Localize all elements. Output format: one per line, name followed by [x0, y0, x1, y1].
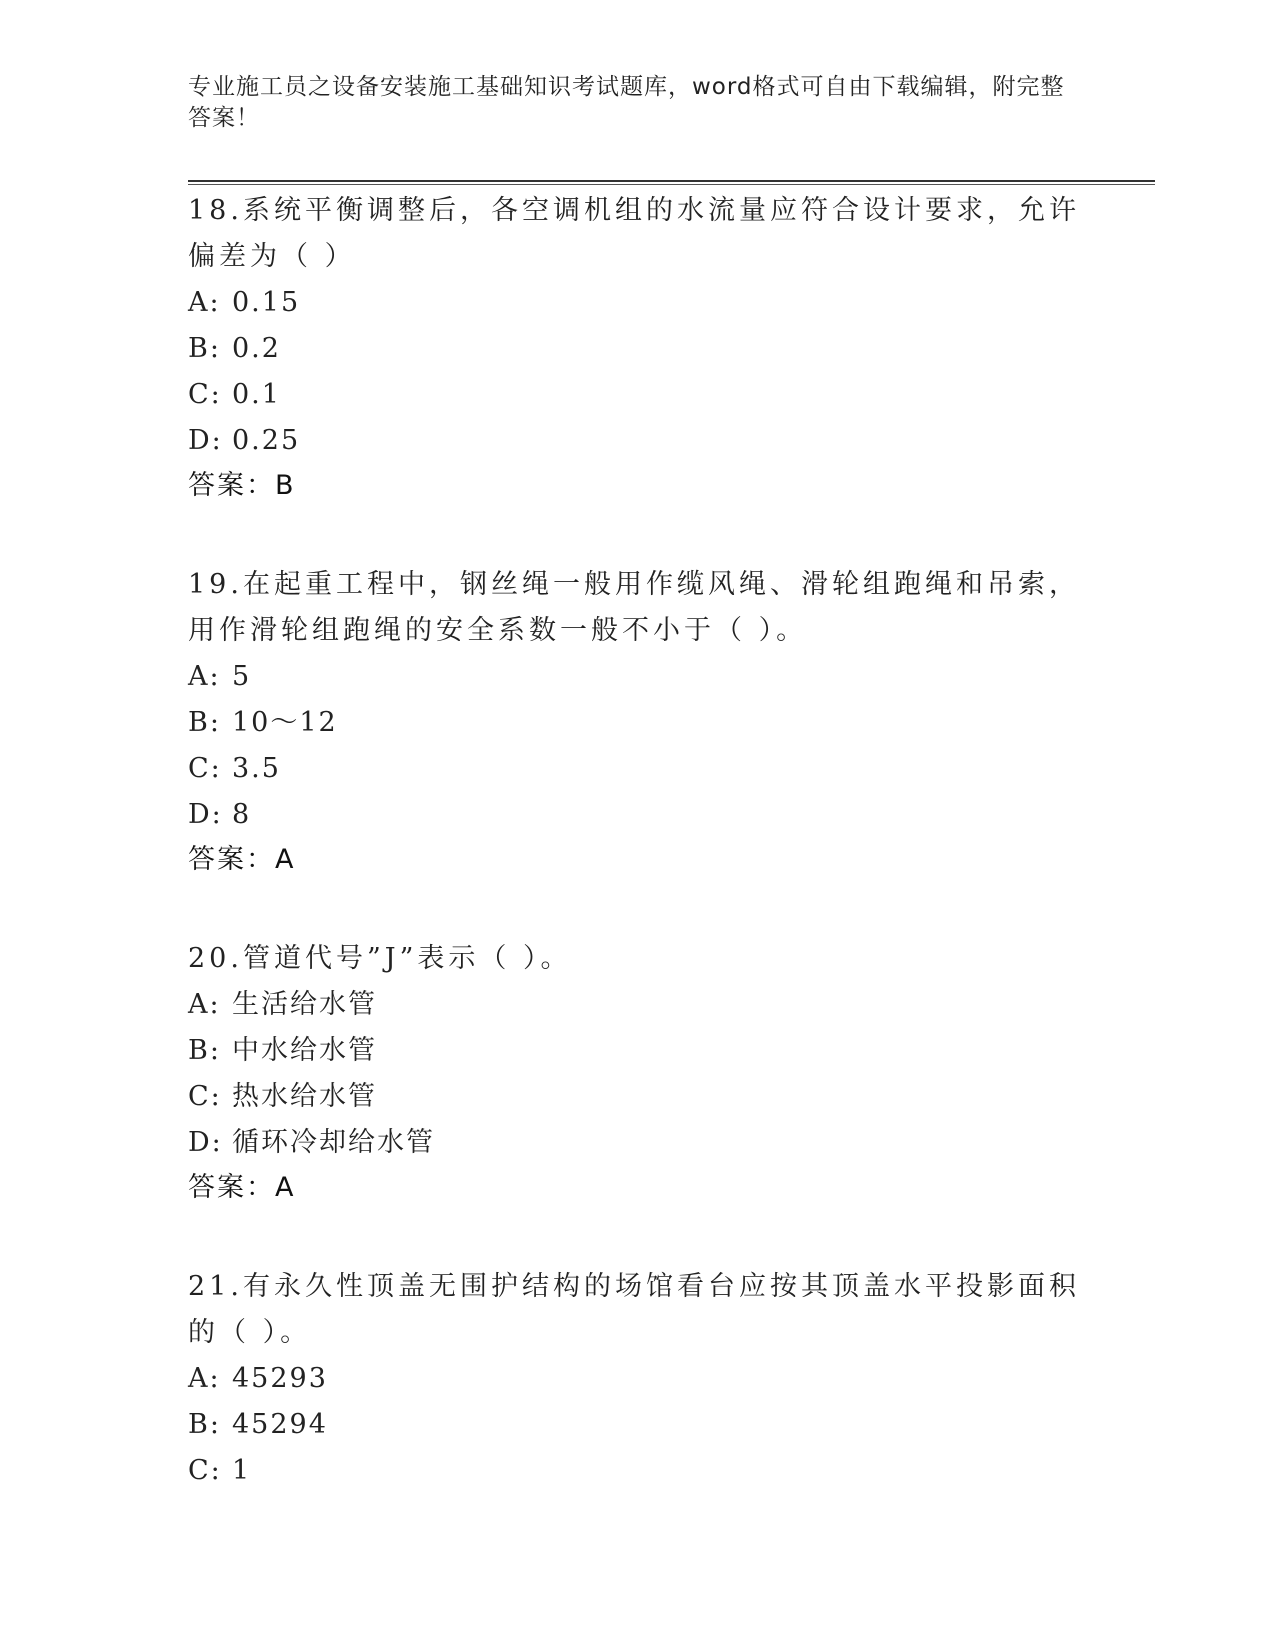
option-b — [188, 1028, 1088, 1074]
option-text: 0.1 — [232, 379, 281, 410]
question-stem: 21.有永久性顶盖无围护结构的场馆看台应按其顶盖水平投影面积的（ ）。 — [188, 1271, 1080, 1348]
option-text: 生活给水管 — [232, 989, 377, 1020]
option-key: D: — [188, 799, 223, 830]
option-text: 中水给水管 — [232, 1035, 377, 1066]
option-a — [188, 280, 1088, 326]
option-text: 1 — [232, 1455, 252, 1486]
question-stem: 18.系统平衡调整后，各空调机组的水流量应符合设计要求，允许偏差为（ ） — [188, 195, 1080, 272]
option-key: B: — [188, 333, 221, 364]
question-18 — [188, 188, 1088, 508]
option-c — [188, 1448, 1088, 1494]
option-a — [188, 1356, 1088, 1402]
option-key: C: — [188, 1455, 222, 1486]
answer-line: 答案：A — [188, 1172, 296, 1203]
answer-line: 答案：B — [188, 470, 296, 501]
question-list — [188, 188, 1088, 1548]
option-d — [188, 792, 1088, 838]
header-divider-thick — [188, 180, 1155, 182]
question-stem: 20.管道代号”J”表示（ ）。 — [188, 943, 572, 974]
option-b — [188, 326, 1088, 372]
option-text: 10～12 — [232, 707, 338, 738]
option-text: 热水给水管 — [232, 1081, 377, 1112]
document-header: 专业施工员之设备安装施工基础知识考试题库，word格式可自由下载编辑，附完整答案！ — [188, 74, 1065, 131]
option-key: B: — [188, 1409, 221, 1440]
option-key: C: — [188, 753, 222, 784]
option-key: C: — [188, 1081, 222, 1112]
option-a — [188, 654, 1088, 700]
option-b — [188, 1402, 1088, 1448]
option-text: 0.25 — [232, 425, 301, 456]
option-text: 3.5 — [232, 753, 281, 784]
question-19 — [188, 562, 1088, 882]
question-21 — [188, 1264, 1088, 1494]
option-c — [188, 746, 1088, 792]
option-d — [188, 418, 1088, 464]
option-b — [188, 700, 1088, 746]
question-20 — [188, 936, 1088, 1210]
question-stem: 19.在起重工程中，钢丝绳一般用作缆风绳、滑轮组跑绳和吊索，用作滑轮组跑绳的安全系数一般不小于（ ）。 — [188, 569, 1080, 646]
answer-line: 答案：A — [188, 844, 296, 875]
header-divider-thin — [188, 184, 1155, 185]
option-key: D: — [188, 1127, 223, 1158]
option-c — [188, 372, 1088, 418]
option-key: D: — [188, 425, 223, 456]
option-key: B: — [188, 1035, 221, 1066]
option-key: A: — [188, 287, 221, 318]
option-key: C: — [188, 379, 222, 410]
option-key: A: — [188, 989, 221, 1020]
option-d — [188, 1120, 1088, 1166]
option-key: B: — [188, 707, 221, 738]
option-text: 45294 — [232, 1409, 328, 1440]
option-text: 45293 — [232, 1363, 328, 1394]
option-a — [188, 982, 1088, 1028]
option-text: 8 — [232, 799, 252, 830]
option-c — [188, 1074, 1088, 1120]
option-text: 循环冷却给水管 — [232, 1127, 435, 1158]
option-text: 0.2 — [232, 333, 281, 364]
option-text: 5 — [232, 661, 252, 692]
option-key: A: — [188, 1363, 221, 1394]
option-key: A: — [188, 661, 221, 692]
option-text: 0.15 — [232, 287, 301, 318]
